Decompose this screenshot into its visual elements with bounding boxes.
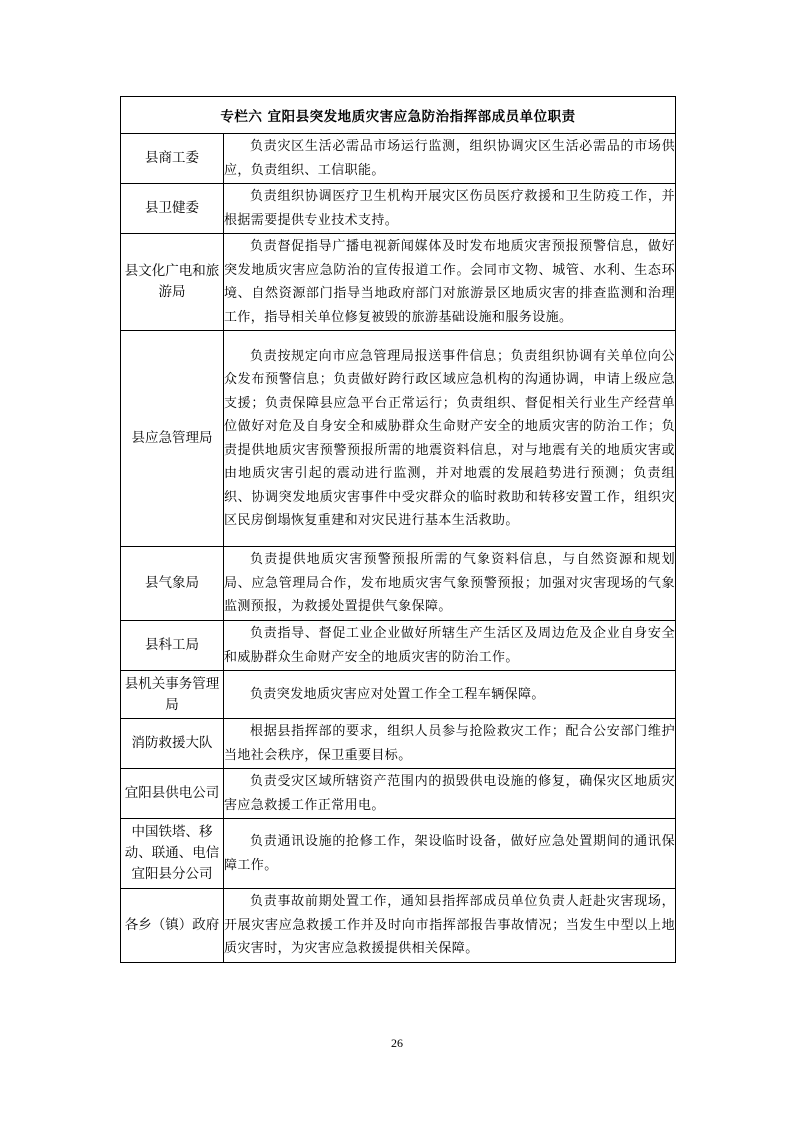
duty-table	[120, 96, 676, 963]
table-title-row	[121, 97, 676, 134]
duty-cell: 负责提供地质灾害预警预报所需的气象资料信息，与自然资源和规划局、应急管理局合作，发布地质灾害气象预警预报；加强对灾害现场的气象监测预报，为救援处置提供气象保障。	[224, 547, 676, 621]
table-row	[121, 621, 676, 671]
unit-cell: 县机关事务管理局	[121, 671, 224, 719]
unit-cell: 县文化广电和旅游局	[121, 234, 224, 331]
table-row	[121, 547, 676, 621]
unit-cell: 县卫健委	[121, 184, 224, 234]
table-row	[121, 819, 676, 889]
unit-cell: 各乡（镇）政府	[121, 889, 224, 963]
table-row	[121, 719, 676, 769]
page-number: 26	[391, 1036, 403, 1050]
duty-cell: 负责灾区生活必需品市场运行监测，组织协调灾区生活必需品的市场供应，负责组织、工信职能。	[224, 134, 676, 184]
table-row	[121, 184, 676, 234]
unit-cell: 县应急管理局	[121, 331, 224, 547]
unit-cell: 宜阳县供电公司	[121, 769, 224, 819]
unit-cell: 县科工局	[121, 621, 224, 671]
table-row	[121, 769, 676, 819]
duty-cell: 负责组织协调医疗卫生机构开展灾区伤员医疗救援和卫生防疫工作，并根据需要提供专业技术支持。	[224, 184, 676, 234]
duty-cell: 负责按规定向市应急管理局报送事件信息；负责组织协调有关单位向公众发布预警信息；负责做好跨行政区域应急机构的沟通协调，申请上级应急支援；负责保障县应急平台正常运行；负责组织、督促相关行业生产经营单位做好对危及自身安全和威胁群众生命财产安全的地质灾害的防治工作；负责提供地质灾害预警预报所需的地震资料信息，对与地震有关的地质灾害或由地质灾害引起的震动进行监测，并对地震的发展趋势进行预测；负责组织、协调突发地质灾害事件中受灾群众的临时救助和转移安置工作，组织灾区民房倒塌恢复重建和对灾民进行基本生活救助。	[224, 331, 676, 547]
duty-cell: 负责通讯设施的抢修工作，架设临时设备，做好应急处置期间的通讯保障工作。	[224, 819, 676, 889]
duty-cell: 负责受灾区域所辖资产范围内的损毁供电设施的修复，确保灾区地质灾害应急救援工作正常用电。	[224, 769, 676, 819]
table-title: 专栏六 宜阳县突发地质灾害应急防治指挥部成员单位职责	[121, 97, 676, 134]
duty-cell: 负责指导、督促工业企业做好所辖生产生活区及周边危及企业自身安全和威胁群众生命财产安全的地质灾害的防治工作。	[224, 621, 676, 671]
table-row	[121, 889, 676, 963]
duty-cell: 负责督促指导广播电视新闻媒体及时发布地质灾害预报预警信息，做好突发地质灾害应急防治的宣传报道工作。会同市文物、城管、水利、生态环境、自然资源部门指导当地政府部门对旅游景区地质灾害的排查监测和治理工作，指导相关单位修复被毁的旅游基础设施和服务设施。	[224, 234, 676, 331]
table-row	[121, 134, 676, 184]
unit-cell: 消防救援大队	[121, 719, 224, 769]
table-row	[121, 671, 676, 719]
unit-cell: 县气象局	[121, 547, 224, 621]
unit-cell: 县商工委	[121, 134, 224, 184]
table-row	[121, 331, 676, 547]
duty-cell: 负责突发地质灾害应对处置工作全工程车辆保障。	[224, 671, 676, 719]
table-row	[121, 234, 676, 331]
unit-cell: 中国铁塔、移动、联通、电信宜阳县分公司	[121, 819, 224, 889]
duty-cell: 根据县指挥部的要求，组织人员参与抢险救灾工作；配合公安部门维护当地社会秩序，保卫重要目标。	[224, 719, 676, 769]
duty-cell: 负责事故前期处置工作，通知县指挥部成员单位负责人赶赴灾害现场，开展灾害应急救援工作并及时向市指挥部报告事故情况；当发生中型以上地质灾害时，为灾害应急救援提供相关保障。	[224, 889, 676, 963]
